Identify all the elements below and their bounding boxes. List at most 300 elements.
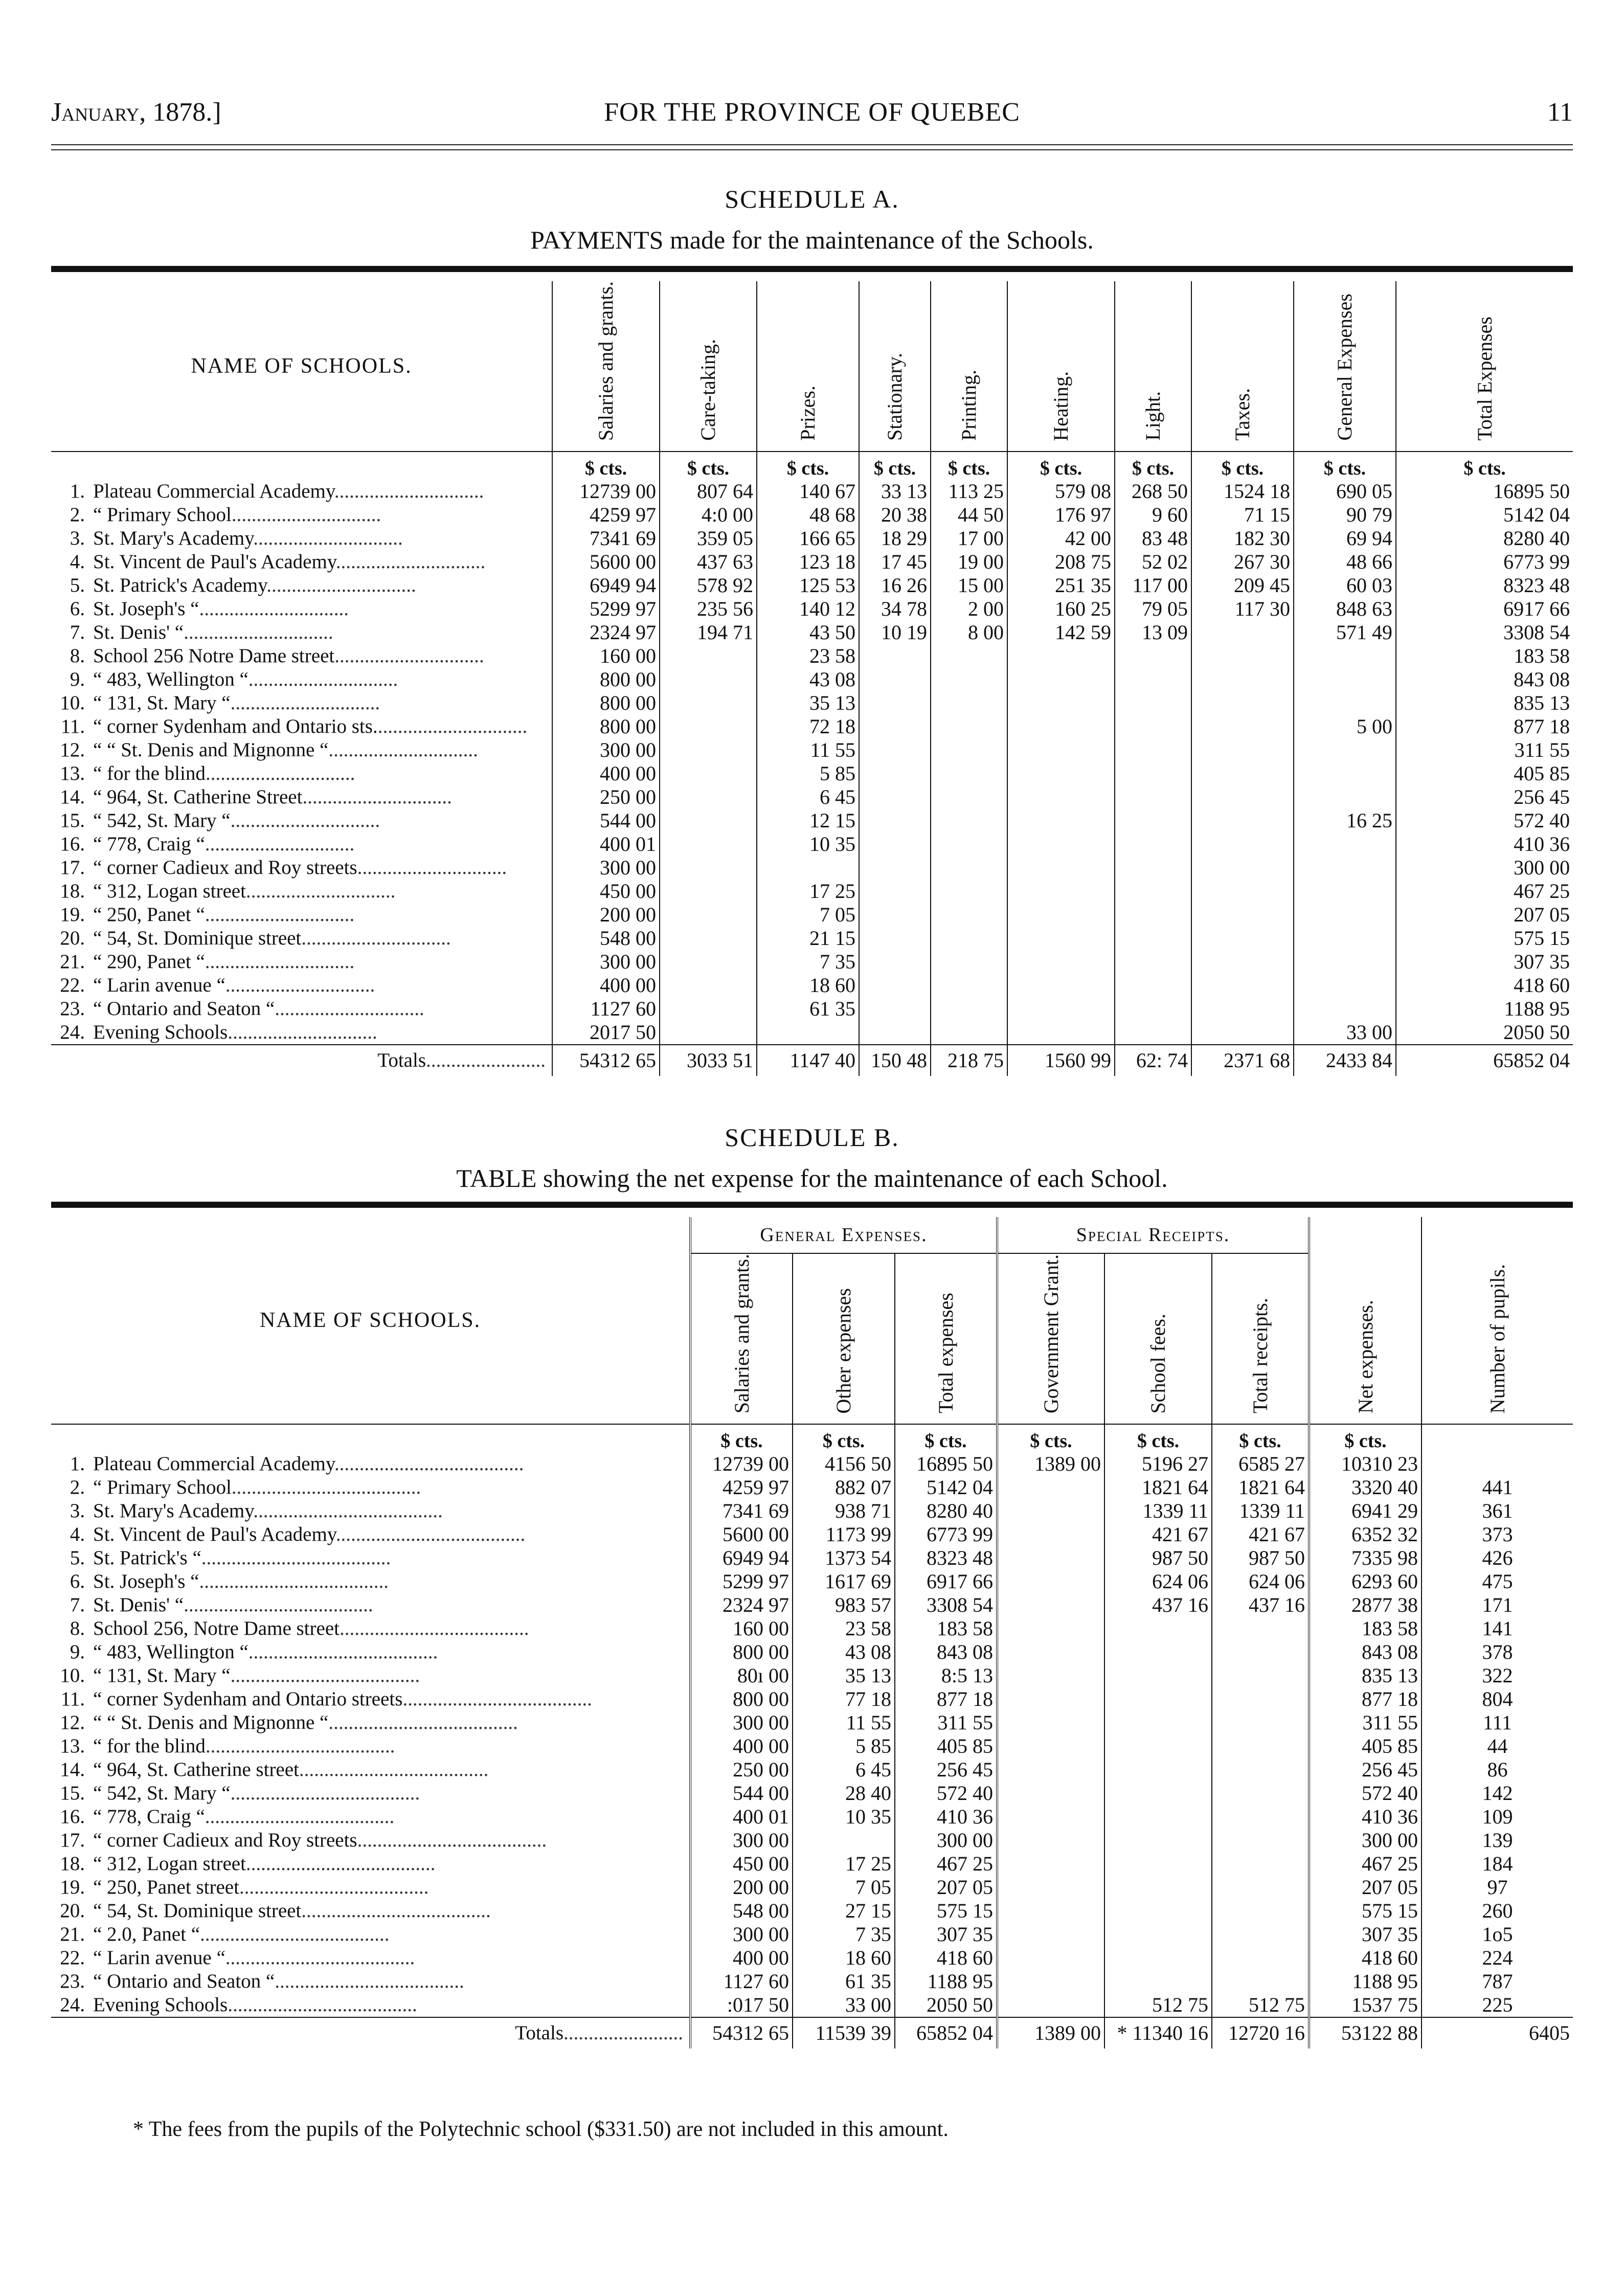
value-cell (859, 785, 931, 809)
value-cell: 572 40 (1396, 809, 1573, 832)
value-cell (931, 997, 1007, 1021)
school-name-cell (51, 1805, 690, 1829)
value-cell: 23 58 (793, 1617, 895, 1640)
school-name: “ 250, Panet street (93, 1876, 239, 1899)
school-name: “ corner Cadieux and Roy streets (93, 1829, 357, 1852)
school-name: St. Patrick's Academy (93, 574, 267, 597)
value-cell: 139 (1422, 1829, 1573, 1852)
value-cell: 373 (1422, 1523, 1573, 1546)
value-cell: 800 00 (690, 1687, 793, 1711)
school-name-cell (51, 832, 552, 856)
value-cell (1294, 903, 1396, 927)
leader-dots: .............................. (228, 1021, 377, 1044)
value-cell (1191, 738, 1294, 762)
value-cell (1104, 1735, 1212, 1758)
value-cell: 4:0 00 (660, 503, 757, 527)
value-cell: 6773 99 (895, 1523, 997, 1546)
table-row (51, 809, 1573, 832)
value-cell (1191, 903, 1294, 927)
value-cell (1007, 809, 1115, 832)
value-cell: 450 00 (552, 880, 660, 903)
total-cell: 3033 51 (660, 1045, 757, 1076)
row-number: 2. (70, 1476, 85, 1499)
value-cell (1115, 809, 1191, 832)
column-header-label: General Expenses (1333, 294, 1356, 441)
value-cell: 71 15 (1191, 503, 1294, 527)
special-receipts-group: Special Receipts. (997, 1217, 1309, 1253)
value-cell: 1188 95 (895, 1970, 997, 1993)
value-cell: 160 00 (690, 1617, 793, 1640)
column-header-label: Care-taking. (696, 339, 719, 441)
school-name-cell (51, 1876, 690, 1899)
unit-label: $ cts. (931, 452, 1007, 480)
school-name: “ corner Sydenham and Ontario streets (93, 1688, 403, 1710)
leader-dots: .............................. (231, 504, 381, 526)
value-cell (1294, 691, 1396, 715)
schedule-a-header-row (51, 281, 1573, 452)
value-cell: 7 35 (757, 950, 859, 974)
value-cell: 48 68 (757, 503, 859, 527)
value-cell (660, 903, 757, 927)
column-header-label: Stationary. (883, 353, 906, 441)
school-name-cell (51, 621, 552, 644)
column-header-label: Total expenses (934, 1293, 957, 1414)
column-header (757, 281, 859, 452)
value-cell (1115, 950, 1191, 974)
table-row (51, 668, 1573, 691)
value-cell (1007, 903, 1115, 927)
value-cell: 182 30 (1191, 527, 1294, 550)
value-cell: 28 40 (793, 1782, 895, 1805)
value-cell: 6949 94 (690, 1546, 793, 1570)
value-cell: 256 45 (895, 1758, 997, 1782)
value-cell: 166 65 (757, 527, 859, 550)
value-cell: 1617 69 (793, 1570, 895, 1593)
table-row (51, 1805, 1573, 1829)
row-number: 24. (60, 1021, 85, 1044)
value-cell (1115, 880, 1191, 903)
value-cell: 256 45 (1396, 785, 1573, 809)
value-cell: 6 45 (757, 785, 859, 809)
school-name: “ 778, Craig “ (93, 833, 205, 856)
value-cell: 6917 66 (895, 1570, 997, 1593)
value-cell: 800 00 (552, 715, 660, 738)
value-cell: 835 13 (1396, 691, 1573, 715)
value-cell (1212, 1687, 1309, 1711)
value-cell (997, 1829, 1104, 1852)
value-cell: 35 13 (793, 1664, 895, 1687)
value-cell (1294, 832, 1396, 856)
table-row (51, 1993, 1573, 2017)
value-cell: 7 05 (757, 903, 859, 927)
value-cell: 405 85 (895, 1735, 997, 1758)
value-cell: 400 00 (552, 974, 660, 997)
value-cell (997, 1523, 1104, 1546)
value-cell: 61 35 (757, 997, 859, 1021)
value-cell: 450 00 (690, 1852, 793, 1876)
leader-dots: .............................. (335, 551, 486, 573)
value-cell: 5 85 (757, 762, 859, 785)
leader-dots: .............................. (334, 480, 484, 503)
table-row (51, 550, 1573, 574)
value-cell (1104, 1946, 1212, 1970)
value-cell (1007, 974, 1115, 997)
unit-label: $ cts. (793, 1424, 895, 1452)
value-cell: 17 25 (757, 880, 859, 903)
value-cell: 987 50 (1104, 1546, 1212, 1570)
total-cell: 62: 74 (1115, 1045, 1191, 1076)
value-cell (997, 1735, 1104, 1758)
school-name-cell (51, 1593, 690, 1617)
value-cell: 4259 97 (552, 503, 660, 527)
table-row (51, 503, 1573, 527)
school-name-cell (51, 856, 552, 880)
value-cell (859, 950, 931, 974)
school-name: “ 312, Logan street (93, 880, 246, 903)
value-cell (859, 738, 931, 762)
total-cell: 65852 04 (1396, 1045, 1573, 1076)
value-cell: 160 25 (1007, 597, 1115, 621)
unit-label: $ cts. (757, 452, 859, 480)
row-number: 19. (60, 1876, 85, 1899)
value-cell (1104, 1876, 1212, 1899)
school-name-cell (51, 480, 552, 503)
value-cell: 5 85 (793, 1735, 895, 1758)
value-cell: 194 71 (660, 621, 757, 644)
value-cell: 572 40 (895, 1782, 997, 1805)
value-cell: 52 02 (1115, 550, 1191, 574)
value-cell (859, 997, 931, 1021)
value-cell (660, 880, 757, 903)
column-header (793, 1253, 895, 1424)
value-cell (1212, 1664, 1309, 1687)
value-cell: 250 00 (690, 1758, 793, 1782)
total-cell: 6405 (1422, 2017, 1573, 2049)
value-cell (931, 832, 1007, 856)
value-cell (1294, 668, 1396, 691)
value-cell (660, 927, 757, 950)
school-name: “ 542, St. Mary “ (93, 1782, 231, 1805)
value-cell: 117 30 (1191, 597, 1294, 621)
table-row (51, 950, 1573, 974)
value-cell: 579 08 (1007, 480, 1115, 503)
table-row (51, 480, 1573, 503)
school-name: “ 2.0, Panet “ (93, 1923, 200, 1946)
value-cell: 512 75 (1104, 1993, 1212, 2017)
running-header (51, 97, 1573, 133)
value-cell (1104, 1640, 1212, 1664)
value-cell (859, 1021, 931, 1045)
school-name-cell (51, 691, 552, 715)
row-number: 22. (60, 974, 85, 997)
table-row (51, 927, 1573, 950)
value-cell: 267 30 (1191, 550, 1294, 574)
row-number: 17. (60, 857, 85, 879)
value-cell: 5142 04 (895, 1476, 997, 1499)
value-cell: 877 18 (895, 1687, 997, 1711)
totals-label: Totals (377, 1049, 426, 1072)
value-cell: 8:5 13 (895, 1664, 997, 1687)
row-number: 20. (60, 1900, 85, 1922)
schedule-a-units-row (51, 452, 1573, 480)
value-cell: 235 56 (660, 597, 757, 621)
value-cell (757, 856, 859, 880)
table-row (51, 1899, 1573, 1923)
value-cell: 6949 94 (552, 574, 660, 597)
leader-dots: .............................. (225, 974, 375, 997)
value-cell (997, 1993, 1104, 2017)
value-cell (1191, 880, 1294, 903)
value-cell: 405 85 (1396, 762, 1573, 785)
value-cell (660, 668, 757, 691)
school-name: “ Larin avenue “ (93, 974, 225, 997)
value-cell: 260 (1422, 1899, 1573, 1923)
leader-dots: ...................................... (199, 1570, 389, 1593)
table-row (51, 1546, 1573, 1570)
value-cell: 12 15 (757, 809, 859, 832)
value-cell (859, 691, 931, 715)
value-cell: 142 (1422, 1782, 1573, 1805)
unit-label: $ cts. (1396, 452, 1573, 480)
school-name-cell (51, 1452, 690, 1476)
value-cell: 13 09 (1115, 621, 1191, 644)
value-cell: 575 15 (895, 1899, 997, 1923)
column-header-label: Number of pupils. (1485, 1264, 1509, 1414)
value-cell: 575 15 (1309, 1899, 1422, 1923)
value-cell (1115, 644, 1191, 668)
table-row (51, 597, 1573, 621)
value-cell: 3308 54 (895, 1593, 997, 1617)
value-cell: 207 05 (895, 1876, 997, 1899)
school-name: “ 54, St. Dominique street (93, 927, 302, 950)
net-expenses-header (1309, 1217, 1422, 1424)
value-cell (1212, 1970, 1309, 1993)
value-cell (859, 856, 931, 880)
row-number: 22. (60, 1947, 85, 1969)
school-name-cell (51, 503, 552, 527)
value-cell (1007, 997, 1115, 1021)
value-cell: 142 59 (1007, 621, 1115, 644)
leader-dots: ...................................... (231, 1476, 421, 1499)
value-cell (997, 1970, 1104, 1993)
value-cell (660, 762, 757, 785)
column-header (1294, 281, 1396, 452)
value-cell: 882 07 (793, 1476, 895, 1499)
value-cell: 176 97 (1007, 503, 1115, 527)
value-cell: 437 63 (660, 550, 757, 574)
school-name-cell (51, 527, 552, 550)
table-row (51, 1852, 1573, 1876)
value-cell (660, 832, 757, 856)
unit-label: $ cts. (1191, 452, 1294, 480)
row-number: 20. (60, 927, 85, 950)
value-cell (931, 950, 1007, 974)
row-number: 16. (60, 833, 85, 856)
value-cell: 60 03 (1294, 574, 1396, 597)
school-name-cell (51, 668, 552, 691)
school-name-cell (51, 762, 552, 785)
leader-dots: .............................. (302, 786, 452, 808)
header-rule (51, 144, 1573, 145)
value-cell: 43 08 (757, 668, 859, 691)
school-name-cell (51, 1829, 690, 1852)
value-cell (997, 1640, 1104, 1664)
leader-dots: .............................. (377, 715, 528, 738)
table-row (51, 785, 1573, 809)
value-cell: 18 29 (859, 527, 931, 550)
value-cell (1191, 974, 1294, 997)
table-row (51, 762, 1573, 785)
value-cell (1104, 1805, 1212, 1829)
value-cell: 33 00 (793, 1993, 895, 2017)
value-cell (859, 762, 931, 785)
school-name-cell (51, 574, 552, 597)
value-cell: 16 26 (859, 574, 931, 597)
value-cell: 11 55 (757, 738, 859, 762)
value-cell: 171 (1422, 1593, 1573, 1617)
school-name: “ corner Sydenham and Ontario sts. (93, 715, 378, 738)
value-cell (1115, 856, 1191, 880)
value-cell (660, 950, 757, 974)
table-row (51, 1711, 1573, 1735)
value-cell (1007, 880, 1115, 903)
value-cell: 6585 27 (1212, 1452, 1309, 1476)
value-cell (1104, 1852, 1212, 1876)
leader-dots: ...................................... (230, 1664, 420, 1687)
value-cell: 3308 54 (1396, 621, 1573, 644)
value-cell: 3320 40 (1309, 1476, 1422, 1499)
table-row (51, 527, 1573, 550)
value-cell (1115, 927, 1191, 950)
value-cell: 300 00 (895, 1829, 997, 1852)
value-cell (997, 1852, 1104, 1876)
column-header-label: Total receipts. (1248, 1298, 1272, 1414)
school-name-cell (51, 1758, 690, 1782)
value-cell: 1524 18 (1191, 480, 1294, 503)
row-number: 3. (70, 1500, 85, 1522)
school-name: “ Primary School (93, 1476, 232, 1499)
unit-label: $ cts. (660, 452, 757, 480)
value-cell: 86 (1422, 1758, 1573, 1782)
table-row (51, 1476, 1573, 1499)
value-cell: 268 50 (1115, 480, 1191, 503)
value-cell (1191, 950, 1294, 974)
value-cell (1294, 927, 1396, 950)
value-cell: 80ı 00 (690, 1664, 793, 1687)
column-header-label: Total Expenses (1473, 317, 1496, 441)
leader-dots: ...................................... (239, 1876, 429, 1899)
total-cell: 11539 39 (793, 2017, 895, 2049)
value-cell: 322 (1422, 1664, 1573, 1687)
value-cell: 1127 60 (690, 1970, 793, 1993)
school-name: School 256 Notre Dame street (93, 645, 335, 667)
leader-dots: .............................. (230, 809, 380, 832)
value-cell: 7335 98 (1309, 1546, 1422, 1570)
school-name: Plateau Commercial Academy (93, 1453, 334, 1475)
leader-dots: .............................. (205, 833, 355, 856)
value-cell: 311 55 (895, 1711, 997, 1735)
value-cell: 571 49 (1294, 621, 1396, 644)
column-header-label: School fees. (1146, 1313, 1169, 1414)
total-cell: 1147 40 (757, 1045, 859, 1076)
value-cell: 624 06 (1212, 1570, 1309, 1593)
value-cell: 843 08 (895, 1640, 997, 1664)
value-cell: 300 00 (690, 1923, 793, 1946)
value-cell: 111 (1422, 1711, 1573, 1735)
value-cell: 17 25 (793, 1852, 895, 1876)
value-cell (859, 880, 931, 903)
value-cell (997, 1593, 1104, 1617)
value-cell: 44 (1422, 1735, 1573, 1758)
value-cell: 300 00 (1309, 1829, 1422, 1852)
value-cell: 79 05 (1115, 597, 1191, 621)
value-cell: 1188 95 (1309, 1970, 1422, 1993)
value-cell: 578 92 (660, 574, 757, 597)
leader-dots: ...................................... (201, 1547, 391, 1569)
value-cell: 307 35 (895, 1923, 997, 1946)
value-cell (997, 1664, 1104, 1687)
row-number: 6. (70, 1570, 85, 1593)
value-cell: 5196 27 (1104, 1452, 1212, 1476)
value-cell: 1188 95 (1396, 997, 1573, 1021)
table-row (51, 621, 1573, 644)
value-cell: 361 (1422, 1499, 1573, 1523)
value-cell: 983 57 (793, 1593, 895, 1617)
row-number: 4. (70, 1523, 85, 1546)
value-cell: :017 50 (690, 1993, 793, 2017)
table-row (51, 1570, 1573, 1593)
value-cell: 300 00 (1396, 856, 1573, 880)
column-header (1115, 281, 1191, 452)
leader-dots: .............................. (205, 762, 355, 785)
school-name: “ 54, St. Dominique street (93, 1900, 302, 1922)
value-cell: 1821 64 (1212, 1476, 1309, 1499)
value-cell: 256 45 (1309, 1758, 1422, 1782)
school-name: Evening Schools (93, 1021, 228, 1044)
school-name: St. Mary's Academy (93, 1500, 254, 1522)
value-cell: 72 18 (757, 715, 859, 738)
value-cell (931, 1021, 1007, 1045)
school-name-cell (51, 927, 552, 950)
value-cell (1212, 1711, 1309, 1735)
schedule-b-units-row (51, 1424, 1573, 1452)
table-row (51, 1923, 1573, 1946)
value-cell: 21 15 (757, 927, 859, 950)
value-cell (1191, 762, 1294, 785)
value-cell (1212, 1640, 1309, 1664)
value-cell (660, 644, 757, 668)
leader-dots: ...................................... (248, 1641, 438, 1663)
leader-dots: ...................................... (328, 1712, 518, 1734)
value-cell: 6941 29 (1309, 1499, 1422, 1523)
school-name-cell (51, 738, 552, 762)
value-cell (1104, 1829, 1212, 1852)
school-name-cell (51, 1899, 690, 1923)
unit-label: $ cts. (1294, 452, 1396, 480)
unit-label: $ cts. (997, 1424, 1104, 1452)
value-cell (1191, 621, 1294, 644)
value-cell: 61 35 (793, 1970, 895, 1993)
table-row (51, 1876, 1573, 1899)
value-cell: 1ο5 (1422, 1923, 1573, 1946)
leader-dots: .............................. (205, 951, 355, 973)
school-name: “ 483, Wellington “ (93, 668, 249, 691)
value-cell: 400 00 (552, 762, 660, 785)
value-cell (997, 1476, 1104, 1499)
row-number: 7. (70, 1594, 85, 1616)
value-cell: 207 05 (1309, 1876, 1422, 1899)
schedule-a-subtitle: PAYMENTS made for the maintenance of the Schools. (530, 226, 1094, 254)
